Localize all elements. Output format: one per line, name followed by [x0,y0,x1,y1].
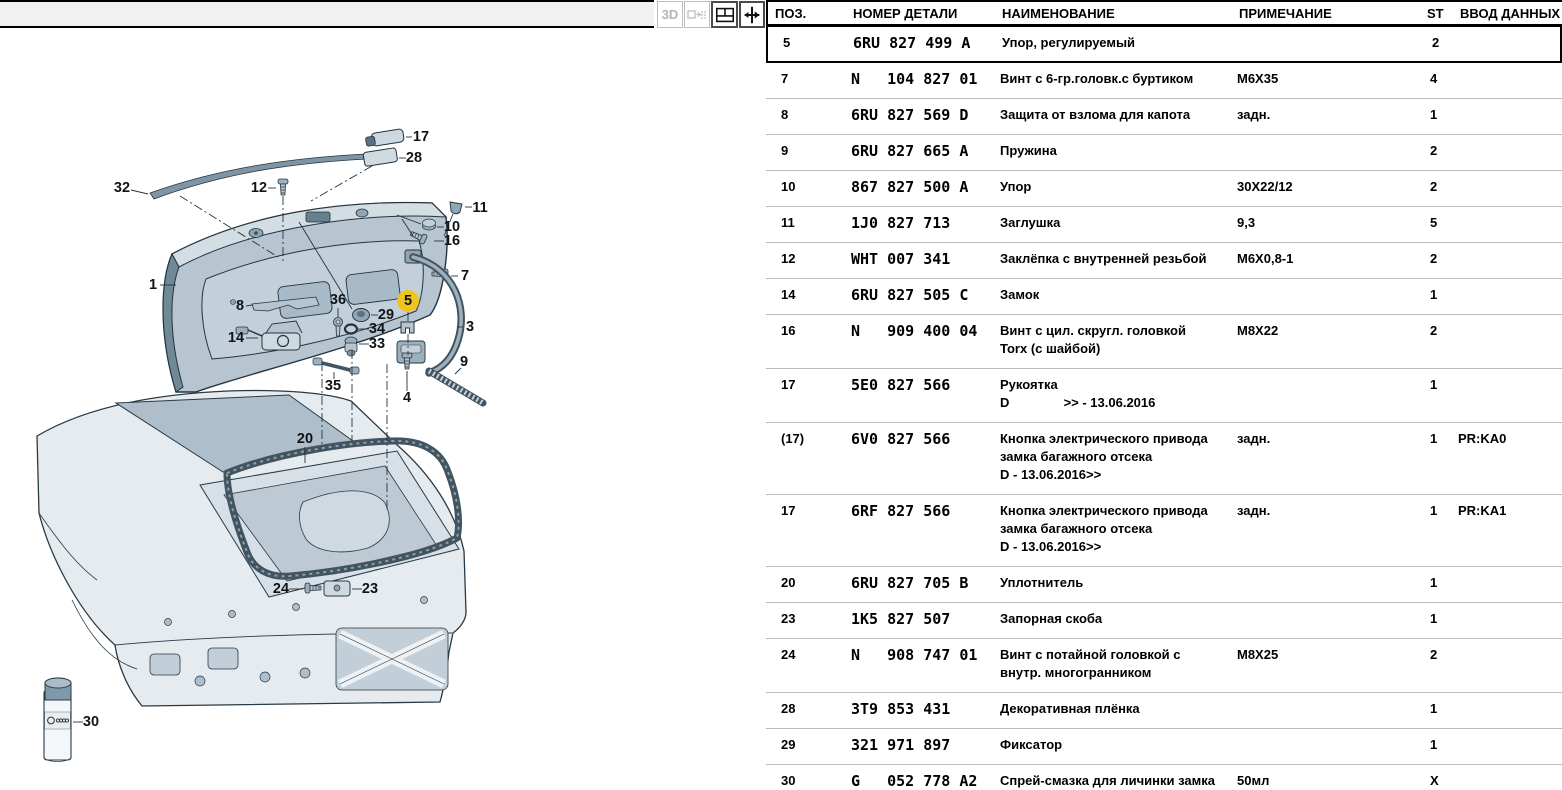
cell-part: 3T9 853 431 [851,700,951,718]
cell-qty: 2 [1430,251,1438,266]
cell-name: Кнопка электрического привода замка багажного отсека D - 13.06.2016>> [1000,503,1208,554]
cell-note [1233,736,1423,764]
spray-can [44,678,71,762]
cell-qty: 1 [1430,377,1438,392]
callout-11[interactable]: 11 [472,199,488,216]
cell-part: 6RU 827 505 C [851,286,969,304]
cell-pos: 20 [781,575,796,590]
cell-pos: 29 [781,737,796,752]
cell-note: 30X22/12 [1237,179,1293,194]
cell-part: 5E0 827 566 [851,376,951,394]
cell-note: задн. [1237,431,1271,446]
3d-button-label: 3D [661,7,679,22]
cell-name: Упор [1000,179,1032,194]
table-row[interactable] [766,279,1562,315]
column-header-part: НОМЕР ДЕТАЛИ [853,5,958,21]
cell-name: Замок [1000,287,1040,302]
cell-qty: 2 [1430,647,1438,662]
callout-7[interactable]: 7 [460,267,470,284]
cell-qty: 2 [1430,143,1438,158]
cell-pos: 11 [781,215,795,230]
cell-input [1453,142,1562,170]
cell-part: G 052 778 A2 [851,772,978,790]
callout-28[interactable]: 28 [405,149,423,166]
diagram-svg [0,30,766,790]
cell-qty: 1 [1430,701,1438,716]
cell-input [1453,70,1562,98]
column-header-note: ПРИМЕЧАНИЕ [1239,5,1332,21]
callout-29[interactable]: 29 [377,306,395,323]
parts-table [766,0,1562,790]
plug-33 [345,337,357,356]
table-row[interactable] [766,99,1562,135]
cell-part: 6RU 827 569 D [851,106,969,124]
callout-10[interactable]: 10 [443,218,461,235]
table-row[interactable] [766,135,1562,171]
callout-3[interactable]: 3 [465,318,475,335]
transfer-to-list-button [684,1,710,28]
cell-pos: 16 [781,323,796,338]
cell-part: 1K5 827 507 [851,610,951,628]
cell-pos: 17 [781,503,796,518]
cell-note: 9,3 [1237,215,1256,230]
cell-pos: 8 [781,107,789,122]
table-row[interactable] [766,693,1562,729]
cell-part: N 104 827 01 [851,70,978,88]
cell-input [1453,700,1562,728]
spring-9 [429,371,483,403]
cell-name: Винт с цил. скругл. головкой Torx (с шайбой) [1000,323,1186,356]
callout-14[interactable]: 14 [227,329,245,346]
cell-input [1453,106,1562,134]
decor-film [363,148,398,167]
table-row[interactable] [766,423,1562,495]
cell-name: Заклёпка с внутренней резьбой [1000,251,1207,266]
cell-pos: 14 [781,287,796,302]
cell-note: M6X0,8-1 [1237,251,1294,266]
split-view-icon [741,4,763,26]
rivet-12 [278,179,288,195]
cell-note: задн. [1237,107,1271,122]
cell-note [1235,34,1425,61]
cell-input [1453,286,1562,314]
callout-34[interactable]: 34 [368,320,386,337]
3d-view-button [657,1,683,28]
cell-name: Пружина [1000,143,1057,158]
cell-part: 6RU 827 705 B [851,574,969,592]
cell-note: задн. [1237,503,1271,518]
table-row[interactable] [766,315,1562,369]
cell-note [1233,700,1423,728]
x-brace [336,628,448,690]
table-row[interactable] [766,27,1562,63]
callout-32[interactable]: 32 [113,179,131,196]
cell-input [1453,574,1562,602]
parts-table-header [766,0,1562,27]
callout-8[interactable]: 8 [235,297,245,314]
cell-part: 1J0 827 713 [851,214,951,232]
cell-note [1233,376,1423,422]
cell-input [1453,214,1562,242]
layout-panes-button[interactable] [711,1,738,28]
grommet-29 [353,309,370,322]
cell-input [1453,736,1562,764]
callout-30[interactable]: 30 [82,713,100,730]
cell-part: 867 827 500 A [851,178,969,196]
clip-5-part [401,322,414,333]
table-row[interactable] [766,495,1562,567]
column-header-pos: ПОЗ. [775,5,807,21]
cell-input [1453,376,1562,422]
cell-name: Защита от взлома для капота [1000,107,1191,122]
left-pane-header-bar [0,0,654,28]
cell-pos: 24 [781,647,796,662]
exploded-view-diagram [0,30,766,790]
table-row[interactable] [766,729,1562,765]
cell-name: Винт с потайной головкой с внутр. многогранником [1000,647,1181,680]
cell-part: 6RF 827 566 [851,502,951,520]
callout-20[interactable]: 20 [296,430,314,447]
callout-23[interactable]: 23 [361,580,379,597]
callout-35[interactable]: 35 [324,377,342,394]
cell-note [1233,286,1423,314]
cell-qty: 1 [1430,611,1438,626]
cell-name: Спрей-смазка для личинки замка [1000,773,1215,788]
cell-pos: (17) [781,431,805,446]
cell-input: PR:KA1 [1458,503,1507,518]
cell-part: N 909 400 04 [851,322,978,340]
cell-part: 321 971 897 [851,736,951,754]
table-row[interactable] [766,567,1562,603]
cell-input: PR:KA0 [1458,431,1507,446]
callout-1[interactable]: 1 [148,276,158,293]
cell-part: 6RU 827 499 A [853,34,971,52]
layout-panes-icon [714,4,736,26]
cell-name: Декоративная плёнка [1000,701,1140,716]
cell-name: Запорная скоба [1000,611,1103,626]
cell-pos: 10 [781,179,796,194]
cell-name: Уплотнитель [1000,575,1084,590]
clip-11 [450,202,462,214]
cell-qty: X [1430,773,1439,788]
table-row[interactable] [766,639,1562,693]
table-row[interactable] [766,243,1562,279]
cell-input [1453,322,1562,368]
cell-pos: 9 [781,143,789,158]
callout-17[interactable]: 17 [412,128,430,145]
table-row[interactable] [766,603,1562,639]
cell-qty: 1 [1430,503,1438,518]
cell-note: M6X35 [1237,71,1279,86]
callout-16[interactable]: 16 [443,232,461,249]
table-row[interactable] [766,63,1562,99]
cell-pos: 7 [781,71,789,86]
cell-qty: 2 [1430,179,1438,194]
stop-10 [423,219,436,230]
cell-note: M8X22 [1237,323,1279,338]
cell-input [1453,646,1562,692]
cell-input [1453,772,1562,790]
cell-qty: 1 [1430,737,1438,752]
cell-input [1455,34,1560,61]
callout-33[interactable]: 33 [368,335,386,352]
cell-pos: 28 [781,701,796,716]
table-row[interactable] [766,171,1562,207]
column-header-name: НАИМЕНОВАНИЕ [1002,5,1115,21]
cell-qty: 4 [1430,71,1438,86]
cell-input [1453,610,1562,638]
callout-24[interactable]: 24 [272,580,290,597]
column-header-qty: ST [1427,5,1444,21]
cell-name: Упор, регулируемый [1002,35,1136,50]
callout-36[interactable]: 36 [329,291,347,308]
cell-note [1233,610,1423,638]
cell-pos: 12 [781,251,796,266]
cell-pos: 23 [781,611,796,626]
callout-12[interactable]: 12 [250,179,268,196]
cell-part: 6RU 827 665 A [851,142,969,160]
cell-qty: 1 [1430,575,1438,590]
cell-qty: 5 [1430,215,1438,230]
column-header-input: ВВОД ДАННЫХ [1460,5,1561,21]
cell-qty: 1 [1430,431,1438,446]
cell-input [1453,250,1562,278]
cell-note: M8X25 [1237,647,1279,662]
cell-input [1453,178,1562,206]
cell-name: Рукоятка D >> - 13.06.2016 [1000,377,1156,410]
cell-pos: 5 [783,35,791,50]
cell-pos: 30 [781,773,796,788]
cell-name: Кнопка электрического привода замка багажного отсека D - 13.06.2016>> [1000,431,1208,482]
table-row[interactable] [766,207,1562,243]
cell-qty: 2 [1432,35,1440,50]
cell-qty: 1 [1430,107,1438,122]
cell-name: Заглушка [1000,215,1061,230]
table-row[interactable] [766,765,1562,790]
transfer-icon [686,4,708,26]
cell-note [1233,574,1423,602]
parts-table-body [766,27,1562,790]
cell-note: 50мл [1237,773,1270,788]
cell-name: Фиксатор [1000,737,1063,752]
split-view-button[interactable] [739,1,765,28]
cell-part: WHT 007 341 [851,250,951,268]
cell-qty: 1 [1430,287,1438,302]
cell-note [1233,142,1423,170]
callout-5[interactable]: 5 [403,292,413,309]
cell-part: N 908 747 01 [851,646,978,664]
handle-trim [365,129,405,148]
cell-qty: 2 [1430,323,1438,338]
callout-9[interactable]: 9 [459,353,469,370]
cell-part: 6V0 827 566 [851,430,951,448]
cell-name: Винт с 6-гр.головк.с буртиком [1000,71,1194,86]
cell-pos: 17 [781,377,796,392]
callout-4[interactable]: 4 [402,389,412,406]
table-row[interactable] [766,369,1562,423]
